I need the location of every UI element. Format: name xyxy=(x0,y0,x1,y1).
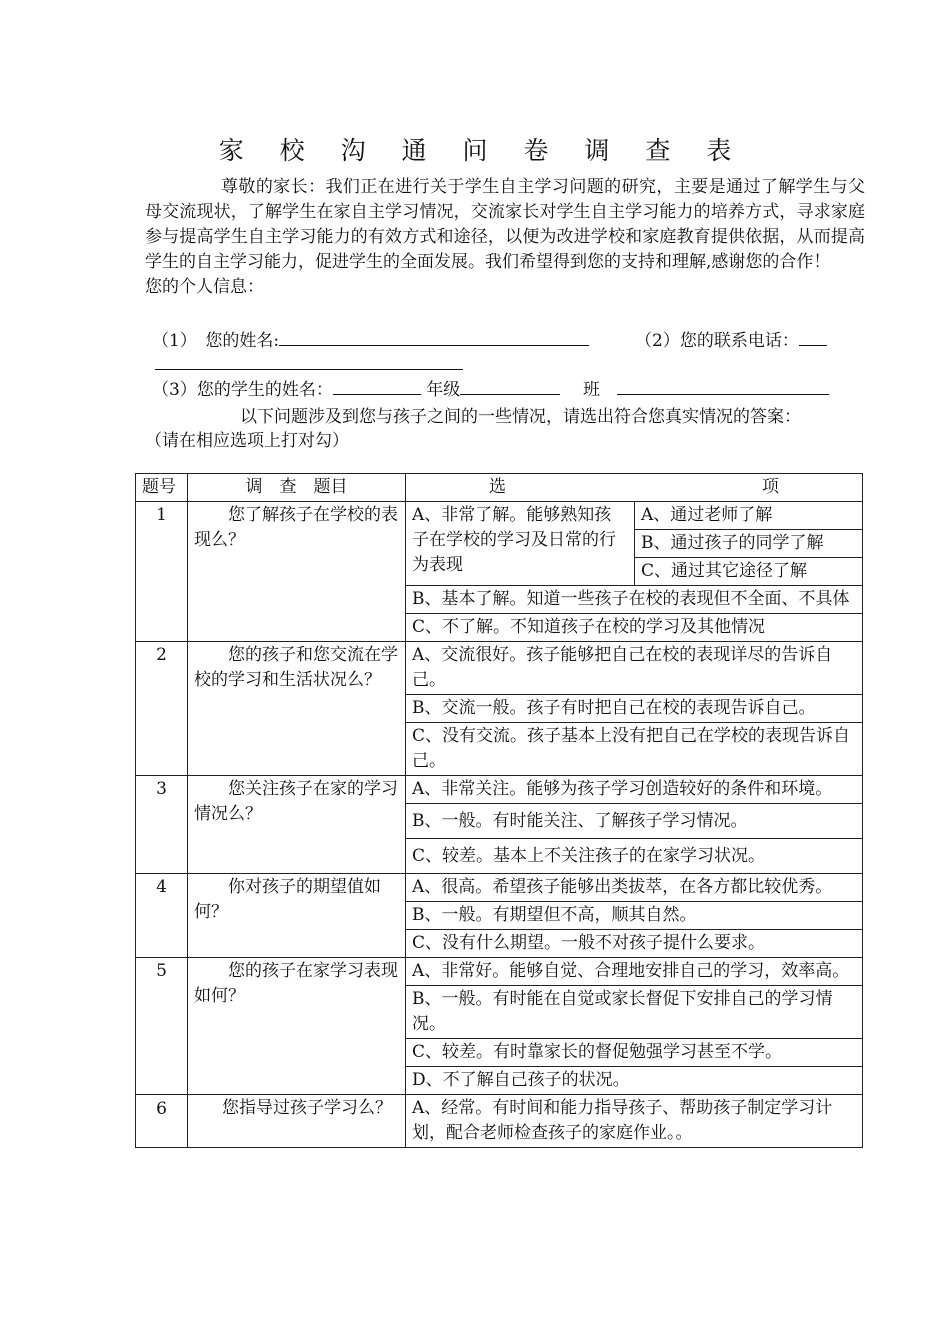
document-title: 家 校 沟 通 问 卷 调 查 表 xyxy=(218,136,746,165)
header-options: 选项 xyxy=(406,474,863,502)
sub-option-b[interactable]: B、通过孩子的同学了解 xyxy=(635,530,863,558)
instruction: 以下问题涉及到您与孩子之间的一些情况，请选出符合您真实情况的答案： xyxy=(240,407,801,427)
header-num: 题号 xyxy=(136,474,188,502)
option-b[interactable]: B、一般。有时能关注、了解孩子学习情况。 xyxy=(406,804,863,839)
option-c[interactable]: C、较差。基本上不关注孩子的在家学习状况。 xyxy=(406,839,863,874)
phone-blank-continued[interactable] xyxy=(155,352,463,370)
table-row xyxy=(136,958,863,986)
grade-blank[interactable] xyxy=(460,377,560,395)
table-row xyxy=(136,1095,863,1148)
option-b[interactable]: B、基本了解。知道一些孩子在校的表现但不全面、不具体 xyxy=(406,586,863,614)
class-label: 班 xyxy=(583,380,601,400)
option-b[interactable]: B、一般。有时能在自觉或家长督促下安排自己的学习情况。 xyxy=(406,986,863,1039)
question-text: 您的孩子在家学习表现如何？ xyxy=(188,958,406,1095)
table-row xyxy=(136,502,863,530)
question-number: 2 xyxy=(136,642,188,776)
option-a[interactable]: A、很高。希望孩子能够出类拔萃，在各方都比较优秀。 xyxy=(406,874,863,902)
phone-blank[interactable] xyxy=(799,328,827,346)
question-text: 您指导过孩子学习么？ xyxy=(188,1095,406,1148)
question-number: 3 xyxy=(136,776,188,874)
option-d[interactable]: D、不了解自己孩子的状况。 xyxy=(406,1067,863,1095)
question-number: 4 xyxy=(136,874,188,958)
phone-label: （2）您的联系电话： xyxy=(635,331,799,351)
option-c[interactable]: C、不了解。不知道孩子在校的学习及其他情况 xyxy=(406,614,863,642)
option-a[interactable]: A、经常。有时间和能力指导孩子、帮助孩子制定学习计划，配合老师检查孩子的家庭作业。。 xyxy=(406,1095,863,1148)
question-text: 您了解孩子在学校的表现么？ xyxy=(188,502,406,642)
grade-label: 年级 xyxy=(426,380,461,400)
option-a[interactable]: A、非常好。能够自觉、合理地安排自己的学习，效率高。 xyxy=(406,958,863,986)
option-a[interactable]: A、非常了解。能够熟知孩子在学校的学习及日常的行为表现 xyxy=(406,502,635,586)
intro-block xyxy=(145,175,865,300)
student-name-blank[interactable] xyxy=(333,377,421,395)
sub-option-a[interactable]: A、通过老师了解 xyxy=(635,502,863,530)
option-a[interactable]: A、交流很好。孩子能够把自己在校的表现详尽的告诉自己。 xyxy=(406,642,863,695)
question-number: 1 xyxy=(136,502,188,642)
survey-table xyxy=(135,473,863,1148)
name-blank[interactable] xyxy=(279,328,589,346)
instruction-note: （请在相应选项上打对勾） xyxy=(145,431,349,451)
table-row xyxy=(136,874,863,902)
question-text: 你对孩子的期望值如何？ xyxy=(188,874,406,958)
option-b[interactable]: B、交流一般。孩子有时把自己在校的表现告诉自己。 xyxy=(406,695,863,723)
class-blank[interactable] xyxy=(617,377,829,395)
student-name-label: （3）您的学生的姓名： xyxy=(152,380,333,400)
name-field-row xyxy=(152,326,589,351)
question-text: 您的孩子和您交流在学校的学习和生活状况么？ xyxy=(188,642,406,776)
question-text: 您关注孩子在家的学习情况么？ xyxy=(188,776,406,874)
option-a[interactable]: A、非常关注。能够为孩子学习创造较好的条件和环境。 xyxy=(406,776,863,804)
table-row xyxy=(136,776,863,804)
personal-info-label: 您的个人信息： xyxy=(145,277,264,297)
student-field-row xyxy=(152,375,829,400)
table-header-row xyxy=(136,474,863,502)
header-question: 调 查 题目 xyxy=(188,474,406,502)
option-c[interactable]: C、没有交流。孩子基本上没有把自己在学校的表现告诉自己。 xyxy=(406,723,863,776)
question-number: 5 xyxy=(136,958,188,1095)
intro-paragraph: 尊敬的家长：我们正在进行关于学生自主学习问题的研究，主要是通过了解学生与父母交流现状，了解学生在家自主学习情况，交流家长对学生自主学习能力的培养方式，寻求家庭参与提高学生自主学习能力的有效方式和途径，以便为改进学校和家庭教育提供依据，从而提高学生的自主学习能力，促进学生的全面发展。我们希望得到您的支持和理解,感谢您的合作！ xyxy=(145,177,865,272)
question-number: 6 xyxy=(136,1095,188,1148)
option-b[interactable]: B、一般。有期望但不高，顺其自然。 xyxy=(406,902,863,930)
option-c[interactable]: C、较差。有时靠家长的督促勉强学习甚至不学。 xyxy=(406,1039,863,1067)
table-row xyxy=(136,642,863,695)
sub-option-c[interactable]: C、通过其它途径了解 xyxy=(635,558,863,586)
phone-blank-continued-row xyxy=(155,352,463,375)
option-c[interactable]: C、没有什么期望。一般不对孩子提什么要求。 xyxy=(406,930,863,958)
name-label: （1） 您的姓名: xyxy=(152,331,280,351)
phone-field-row xyxy=(635,326,827,351)
